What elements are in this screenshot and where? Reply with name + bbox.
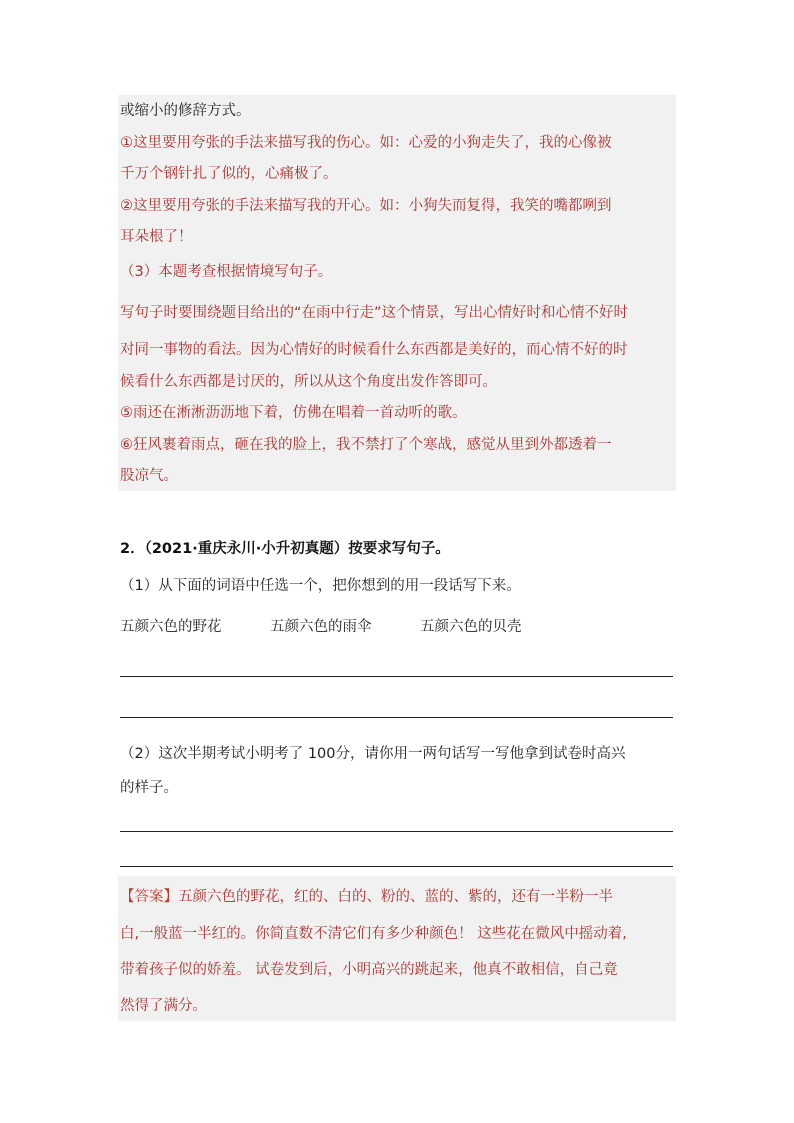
answer2-line-3: 带着孩子似的娇羞。 试卷发到后，小明高兴的跳起来，他真不敢相信，自己竟 [120, 962, 618, 978]
question-2-part1-prompt: （1）从下面的词语中任选一个，把你想到的用一段话写下来。 [120, 578, 521, 594]
answer-line-2[interactable] [120, 717, 673, 718]
answer1-line-11: ⑥狂风裹着雨点，砸在我的脸上，我不禁打了个寒战，感觉从里到外都透着一 [120, 437, 612, 453]
word-option-1: 五颜六色的野花 [120, 619, 222, 635]
answer2-line-1 [120, 887, 613, 907]
answer-line-3[interactable] [120, 831, 673, 832]
answer1-line-12: 股凉气。 [120, 468, 178, 484]
answer-line-1[interactable] [120, 676, 673, 677]
word-option-3: 五颜六色的贝壳 [420, 619, 522, 635]
answer1-line-5: 耳朵根了！ [120, 229, 193, 245]
answer1-line-9: 候看什么东西都是讨厌的，所以从这个角度出发作答即可。 [120, 374, 497, 390]
answer1-line-4: ②这里要用夸张的手法来描写我的开心。如：小狗失而复得，我笑的嘴都咧到 [120, 198, 612, 214]
answer1-line-3: 千万个钢针扎了似的，心痛极了。 [120, 166, 338, 182]
answer2-line-2: 白,一般蓝一半红的。你简直数不清它们有多少种颜色！ 这些花在微风中摇动着, [120, 926, 627, 942]
answer-tag: 【答案】 [120, 889, 178, 905]
word-option-2: 五颜六色的雨伞 [270, 619, 372, 635]
answer1-line-7: 写句子时要围绕题目给出的“在雨中行走”这个情景，写出心情好时和心情不好时 [120, 305, 629, 321]
question-2-part2-prompt-line-2: 的样子。 [120, 780, 178, 796]
answer-block-1 [118, 95, 676, 491]
answer1-line-8: 对同一事物的看法。因为心情好的时候看什么东西都是美好的，而心情不好的时 [120, 342, 628, 358]
answer2-line-1-text: 五颜六色的野花，红的、白的、粉的、蓝的、紫的，还有一半粉一半 [178, 889, 613, 905]
answer-line-4[interactable] [120, 866, 673, 867]
answer1-line-2: ①这里要用夸张的手法来描写我的伤心。如：心爱的小狗走失了，我的心像被 [120, 135, 612, 151]
question-2-part2-prompt-line-1: （2）这次半期考试小明考了 100分，请你用一两句话写一写他拿到试卷时高兴 [120, 746, 626, 762]
answer2-line-4: 然得了满分。 [120, 998, 207, 1014]
answer1-line-6: （3）本题考查根据情境写句子。 [120, 264, 333, 280]
answer1-line-10: ⑤雨还在淅淅沥沥地下着，仿佛在唱着一首动听的歌。 [120, 405, 467, 421]
question-2-heading: 2．（2021·重庆永川·小升初真题）按要求写句子。 [120, 541, 450, 557]
answer1-line-1: 或缩小的修辞方式。 [120, 103, 251, 119]
